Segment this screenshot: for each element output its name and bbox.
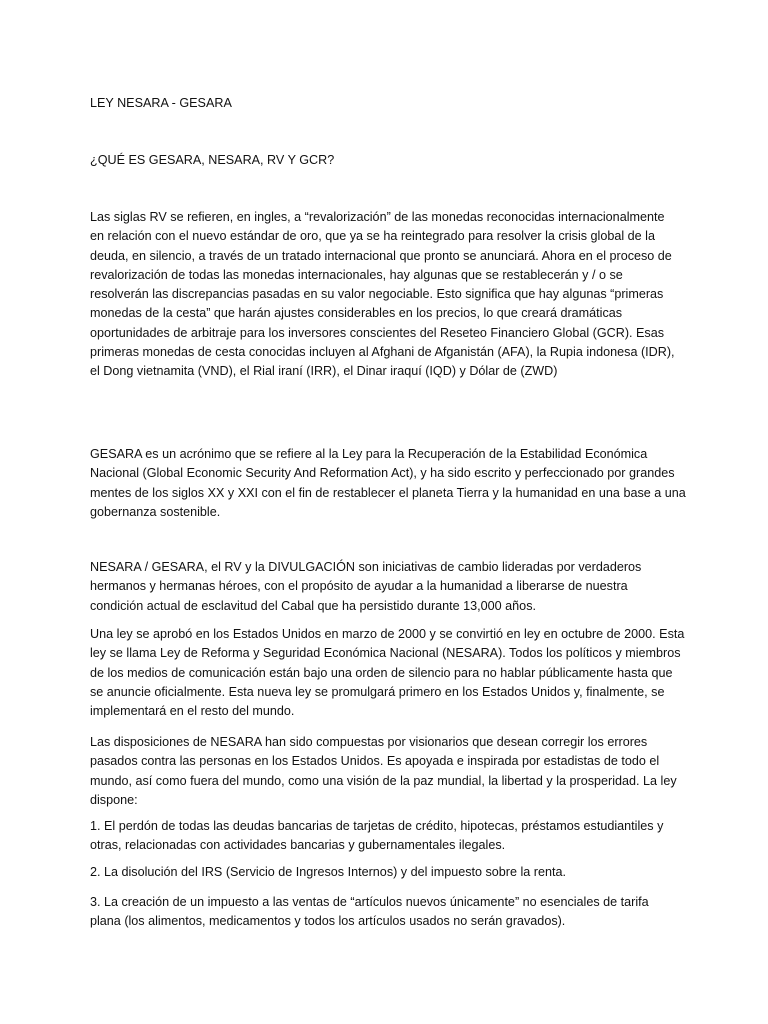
list-item: 2. La disolución del IRS (Servicio de Ingresos Internos) y del impuesto sobre la renta.: [90, 865, 567, 879]
list-item: 3. La creación de un impuesto a las ventas de “artículos nuevos únicamente” no esenciales de tarifa plana (los alimentos, medicamentos y todos los artículos usados no serán gravados).: [90, 895, 649, 929]
paragraph-rv: Las siglas RV se refieren, en ingles, a “revalorización” de las monedas reconocidas internacionalmente en relación con el nuevo estándar de oro, que ya se ha reintegrado para resolver la crisis global de la deuda, en silencio, a través de un tratado internacional que pronto se anunciará. Ahora en el proceso de revalorización de todas las monedas internacionales, hay algunas que se restablecerán y / o se resolverán las discrepancias pasadas en su valor negociable. Esto significa que hay algunas “primeras monedas de la cesta” que harán ajustes considerables en los precios, lo que creará dramáticas oportunidades de arbitraje para los inversores conscientes del Reseteo Financiero Global (GCR). Esas primeras monedas de cesta conocidas incluyen al Afghani de Afganistán (AFA), la Rupia indonesa (IDR), el Dong vietnamita (VND), el Rial iraní (IRR), el Dinar iraquí (IQD) y Dólar de (ZWD): [90, 210, 675, 379]
paragraph-gesara: GESARA es un acrónimo que se refiere al la Ley para la Recuperación de la Estabilidad Económica Nacional (Global Economic Security And Reformation Act), y ha sido escrito y perfeccionado por grandes mentes de los siglos XX y XXI con el fin de restablecer el planeta Tierra y la humanidad en una base a una gobernanza sostenible.: [90, 447, 686, 519]
list-item: 1. El perdón de todas las deudas bancarias de tarjetas de crédito, hipotecas, préstamos estudiantiles y otras, relacionadas con actividades bancarias y gubernamentales ilegales.: [90, 819, 664, 853]
section-heading: ¿QUÉ ES GESARA, NESARA, RV Y GCR?: [90, 153, 335, 167]
paragraph-nesara-gesara: NESARA / GESARA, el RV y la DIVULGACIÓN son iniciativas de cambio lideradas por verdaderos hermanos y hermanas héroes, con el propósito de ayudar a la humanidad a liberarse de nuestra condición actual de esclavitud del Cabal que ha persistido durante 13,000 años.: [90, 560, 642, 613]
document-title: LEY NESARA - GESARA: [90, 96, 232, 110]
paragraph-ley-2000: Una ley se aprobó en los Estados Unidos en marzo de 2000 y se convirtió en ley en octubre de 2000. Esta ley se llama Ley de Reforma y Seguridad Económica Nacional (NESARA). Todos los políticos y miembros de los medios de comunicación están bajo una orden de silencio para no hablar públicamente hasta que se anuncie oficialmente. Esta nueva ley se promulgará primero en los Estados Unidos y, finalmente, se implementará en el resto del mundo.: [90, 627, 685, 719]
paragraph-disposiciones: Las disposiciones de NESARA han sido compuestas por visionarios que desean corregir los errores pasados contra las personas en los Estados Unidos. Es apoyada e inspirada por estadistas de todo el mundo, así como fuera del mundo, como una visión de la paz mundial, la libertad y la prosperidad. La ley dispone:: [90, 735, 677, 807]
